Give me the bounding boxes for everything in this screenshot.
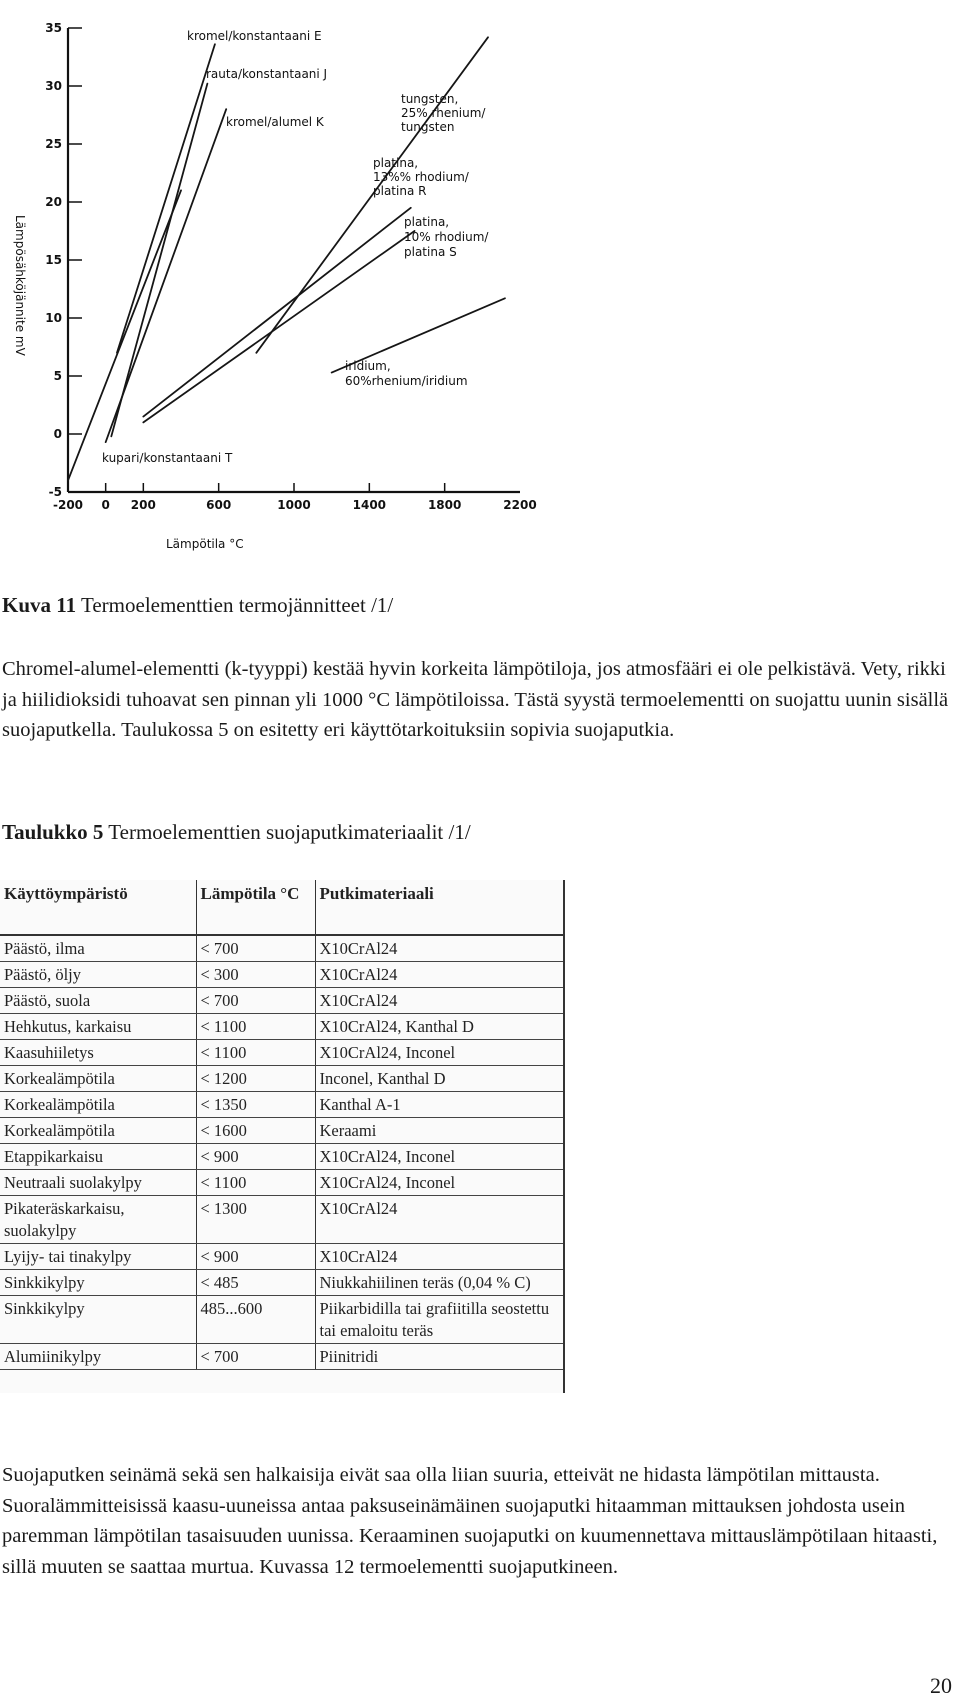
cell-temperature: < 300 (196, 962, 315, 988)
cell-material: X10CrAl24 (315, 962, 563, 988)
table-row (0, 1040, 563, 1066)
paragraph-2: Suojaputken seinämä sekä sen halkaisija eivät saa olla liian suuria, etteivät ne hidasta lämpötilan mittausta. Suoralämmitteisissä kaasu-uuneissa antaa paksuseinämäinen suojaputki hitaamman mittauksen johdosta usein paremman lämpötilan tasaisuuden uunissa. Keraaminen suojaputki on kuumennettava mittauslämpötilaan hitaasti, sillä muuten se saattaa murtua. Kuvassa 12 termoelementti suojaputkineen. (2, 1464, 938, 1578)
table-row (0, 935, 563, 962)
cell-temperature: < 700 (196, 988, 315, 1014)
cell-temperature: < 700 (196, 935, 315, 962)
cell-environment: Sinkkikylpy (0, 1296, 196, 1344)
x-tick-label: 1400 (352, 498, 387, 512)
cell-temperature: < 1100 (196, 1014, 315, 1040)
cell-environment: Korkealämpötila (0, 1066, 196, 1092)
cell-material: X10CrAl24 (315, 1196, 563, 1244)
y-tick-label: -5 (48, 485, 62, 499)
cell-environment: Neutraali suolakylpy (0, 1170, 196, 1196)
table-row (0, 1270, 563, 1296)
y-tick-label: 0 (53, 427, 62, 441)
series-line-1 (111, 84, 207, 437)
cell-temperature: < 1100 (196, 1170, 315, 1196)
table-row (0, 1344, 563, 1370)
cell-environment: Korkealämpötila (0, 1092, 196, 1118)
cell-material: X10CrAl24, Inconel (315, 1040, 563, 1066)
cell-environment: Päästö, ilma (0, 935, 196, 962)
page-number: 20 (930, 1673, 952, 1698)
cell-temperature: < 900 (196, 1244, 315, 1270)
header-environment: Käyttöympäristö (0, 880, 196, 935)
cell-material: X10CrAl24 (315, 935, 563, 962)
y-tick-label: 5 (53, 369, 62, 383)
cell-environment: Päästö, suola (0, 988, 196, 1014)
y-tick-label: 30 (45, 79, 62, 93)
cell-material: Piikarbidilla tai grafiitilla seostettu tai emaloitu teräs (315, 1296, 563, 1344)
cell-material: Kanthal A-1 (315, 1092, 563, 1118)
cell-environment: Pikateräskarkaisu, suolakylpy (0, 1196, 196, 1244)
cell-temperature: < 900 (196, 1144, 315, 1170)
x-tick-label: 1000 (277, 498, 311, 512)
y-tick-label: 25 (45, 137, 62, 151)
x-tick-label: 200 (130, 498, 156, 512)
y-tick-label: 20 (45, 195, 62, 209)
cell-environment: Sinkkikylpy (0, 1270, 196, 1296)
y-tick-label: 10 (45, 311, 62, 325)
cell-material: X10CrAl24, Inconel (315, 1170, 563, 1196)
cell-temperature: < 700 (196, 1344, 315, 1370)
table-caption-text: Termoelementtien suojaputkimateriaalit /1/ (108, 820, 471, 844)
cell-material: X10CrAl24 (315, 1244, 563, 1270)
thermocouple-chart (0, 0, 560, 560)
table-row (0, 1092, 563, 1118)
figure-caption-label: Kuva 11 (2, 593, 77, 617)
cell-material: Piinitridi (315, 1344, 563, 1370)
label-series-e: kromel/konstantaani E (187, 29, 322, 43)
label-series-k: kromel/alumel K (226, 115, 324, 129)
figure-caption (2, 591, 393, 619)
table-row (0, 1066, 563, 1092)
table-row (0, 1196, 563, 1244)
y-axis-title: Lämpösähköjännite mV (13, 215, 27, 356)
cell-temperature: < 1350 (196, 1092, 315, 1118)
series-line-2 (106, 109, 227, 442)
cell-temperature: < 1200 (196, 1066, 315, 1092)
protection-tube-table (0, 880, 563, 1370)
label-series-ir: iridium, 60%rhenium/iridium (345, 359, 468, 388)
x-tick-label: 600 (206, 498, 232, 512)
table-row (0, 1144, 563, 1170)
table-row (0, 1296, 563, 1344)
table-row (0, 1014, 563, 1040)
cell-temperature: 485...600 (196, 1296, 315, 1344)
y-tick-label: 15 (45, 253, 62, 267)
cell-material: X10CrAl24, Inconel (315, 1144, 563, 1170)
cell-material: Keraami (315, 1118, 563, 1144)
table-row (0, 962, 563, 988)
label-series-t: kupari/konstantaani T (102, 451, 233, 465)
cell-environment: Kaasuhiiletys (0, 1040, 196, 1066)
series-line-6 (143, 231, 414, 422)
cell-material: Niukkahiilinen teräs (0,04 % C) (315, 1270, 563, 1296)
label-series-r: platina, 13%% rhodium/ platina R (373, 156, 469, 198)
x-tick-label: -200 (52, 498, 84, 512)
cell-environment: Hehkutus, karkaisu (0, 1014, 196, 1040)
table-container (0, 880, 565, 1393)
series-line-3 (68, 190, 181, 480)
cell-environment: Etappikarkaisu (0, 1144, 196, 1170)
label-series-w: tungsten, 25% rhenium/ tungsten (401, 92, 486, 134)
cell-material: X10CrAl24, Kanthal D (315, 1014, 563, 1040)
series-line-0 (117, 44, 215, 353)
header-temperature: Lämpötila °C (196, 880, 315, 935)
table-caption-label: Taulukko 5 (2, 820, 104, 844)
cell-material: X10CrAl24 (315, 988, 563, 1014)
y-tick-label: 35 (45, 21, 62, 35)
x-tick-label: 2200 (503, 498, 537, 512)
cell-material: Inconel, Kanthal D (315, 1066, 563, 1092)
figure-caption-text: Termoelementtien termojännitteet /1/ (80, 593, 394, 617)
table-caption (2, 818, 471, 846)
x-tick-label: 1800 (427, 498, 462, 512)
paragraph-1: Chromel-alumel-elementti (k-tyyppi) kestää hyvin korkeita lämpötiloja, jos atmosfääri ei ole pelkistävä. Vety, rikki ja hiilidioksidi tuhoavat sen pinnan yli 1000 °C lämpötiloissa. Tästä syystä termoelementti on suojattu uunin sisällä suojaputkella. Taulukossa 5 on esitetty eri käyttötarkoituksiin sopivia suojaputkia. (2, 658, 949, 741)
label-series-s: platina, 10% rhodium/ platina S (404, 215, 489, 259)
table-row (0, 988, 563, 1014)
chart-tick-labels (45, 21, 536, 512)
table-header-row (0, 880, 563, 935)
cell-temperature: < 485 (196, 1270, 315, 1296)
table-row (0, 1170, 563, 1196)
cell-environment: Päästö, öljy (0, 962, 196, 988)
cell-environment: Lyijy- tai tinakylpy (0, 1244, 196, 1270)
cell-environment: Korkealämpötila (0, 1118, 196, 1144)
cell-temperature: < 1600 (196, 1118, 315, 1144)
x-tick-label: 0 (101, 498, 110, 512)
cell-temperature: < 1100 (196, 1040, 315, 1066)
table-row (0, 1118, 563, 1144)
table-row (0, 1244, 563, 1270)
cell-temperature: < 1300 (196, 1196, 315, 1244)
header-material: Putkimateriaali (315, 880, 563, 935)
label-series-j: rauta/konstantaani J (206, 67, 328, 81)
x-axis-title: Lämpötila °C (166, 537, 244, 551)
cell-environment: Alumiinikylpy (0, 1344, 196, 1370)
